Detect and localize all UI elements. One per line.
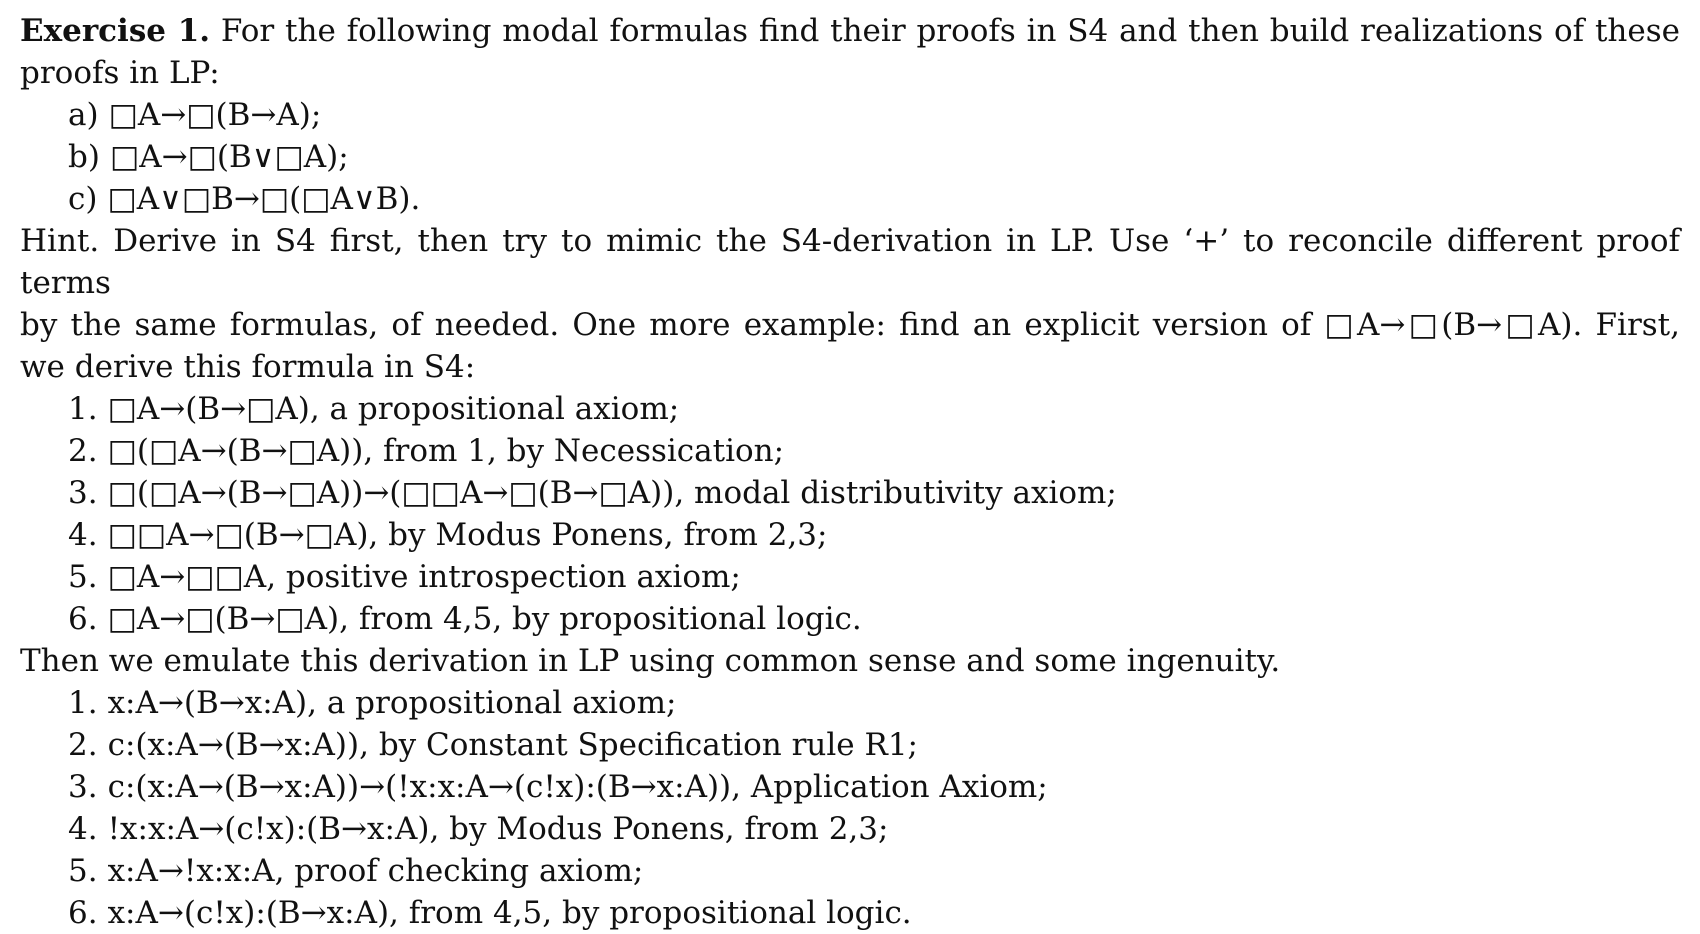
step-text: □A→□□A, positive introspection axiom;	[107, 559, 741, 595]
step-text: □□A→□(B→□A), by Modus Ponens, from 2,3;	[107, 517, 828, 553]
step-number: 2.	[68, 727, 98, 763]
step-number: 5.	[68, 559, 98, 595]
item-formula: □A∨□B→□(□A∨B).	[107, 181, 421, 217]
exercise-intro-line-2: proofs in LP:	[20, 55, 220, 91]
step-text: □A→□(B→□A), from 4,5, by propositional logic.	[107, 601, 862, 637]
s4-step	[20, 514, 1680, 556]
s4-step	[20, 388, 1680, 430]
step-number: 1.	[68, 391, 98, 427]
s4-step	[20, 472, 1680, 514]
lp-step	[20, 892, 1680, 934]
item-label: b)	[68, 139, 100, 175]
exercise-intro-line-1	[20, 10, 1680, 52]
step-text: c:(x:A→(B→x:A))→(!x:x:A→(c!x):(B→x:A)), Application Axiom;	[107, 769, 1048, 805]
exercise-heading: Exercise 1.	[20, 13, 211, 49]
step-number: 3.	[68, 769, 98, 805]
transition-text: Then we emulate this derivation in LP using common sense and some ingenuity.	[20, 643, 1281, 679]
s4-step	[20, 598, 1680, 640]
step-text: □(□A→(B→□A))→(□□A→□(B→□A)), modal distributivity axiom;	[107, 475, 1117, 511]
item-label: a)	[68, 97, 99, 133]
hint-line-3: we derive this formula in S4:	[20, 349, 476, 385]
lp-step	[20, 682, 1680, 724]
exercise-item-b	[20, 136, 1680, 178]
step-number: 4.	[68, 517, 98, 553]
s4-derivation-list	[20, 388, 1680, 640]
step-text: x:A→!x:x:A, proof checking axiom;	[107, 853, 644, 889]
step-number: 4.	[68, 811, 98, 847]
step-text: x:A→(c!x):(B→x:A), from 4,5, by propositional logic.	[107, 895, 912, 931]
exercise-item-c	[20, 178, 1680, 220]
lp-step	[20, 724, 1680, 766]
s4-step	[20, 430, 1680, 472]
hint-line-1: Hint. Derive in S4 first, then try to mimic the S4-derivation in LP. Use ‘+’ to reconcile different proof terms	[20, 223, 1680, 301]
step-number: 5.	[68, 853, 98, 889]
step-text: !x:x:A→(c!x):(B→x:A), by Modus Ponens, from 2,3;	[107, 811, 889, 847]
step-text: □(□A→(B→□A)), from 1, by Necessication;	[107, 433, 785, 469]
item-label: c)	[68, 181, 98, 217]
step-text: x:A→(B→x:A), a propositional axiom;	[107, 685, 677, 721]
step-number: 2.	[68, 433, 98, 469]
lp-step	[20, 850, 1680, 892]
lp-step	[20, 808, 1680, 850]
hint-line-2: by the same formulas, of needed. One more example: find an explicit version of □A→□(B→□A). First,	[20, 307, 1680, 343]
step-text: □A→(B→□A), a propositional axiom;	[107, 391, 680, 427]
step-number: 3.	[68, 475, 98, 511]
step-number: 6.	[68, 601, 98, 637]
step-number: 1.	[68, 685, 98, 721]
step-text: c:(x:A→(B→x:A)), by Constant Specification rule R1;	[107, 727, 918, 763]
step-number: 6.	[68, 895, 98, 931]
exercise-intro-text-1: For the following modal formulas find their proofs in S4 and then build realizations of these	[220, 13, 1680, 49]
lp-step	[20, 766, 1680, 808]
lp-derivation-list	[20, 682, 1680, 934]
item-formula: □A→□(B→A);	[108, 97, 322, 133]
s4-step	[20, 556, 1680, 598]
exercise-item-a	[20, 94, 1680, 136]
item-formula: □A→□(B∨□A);	[109, 139, 349, 175]
